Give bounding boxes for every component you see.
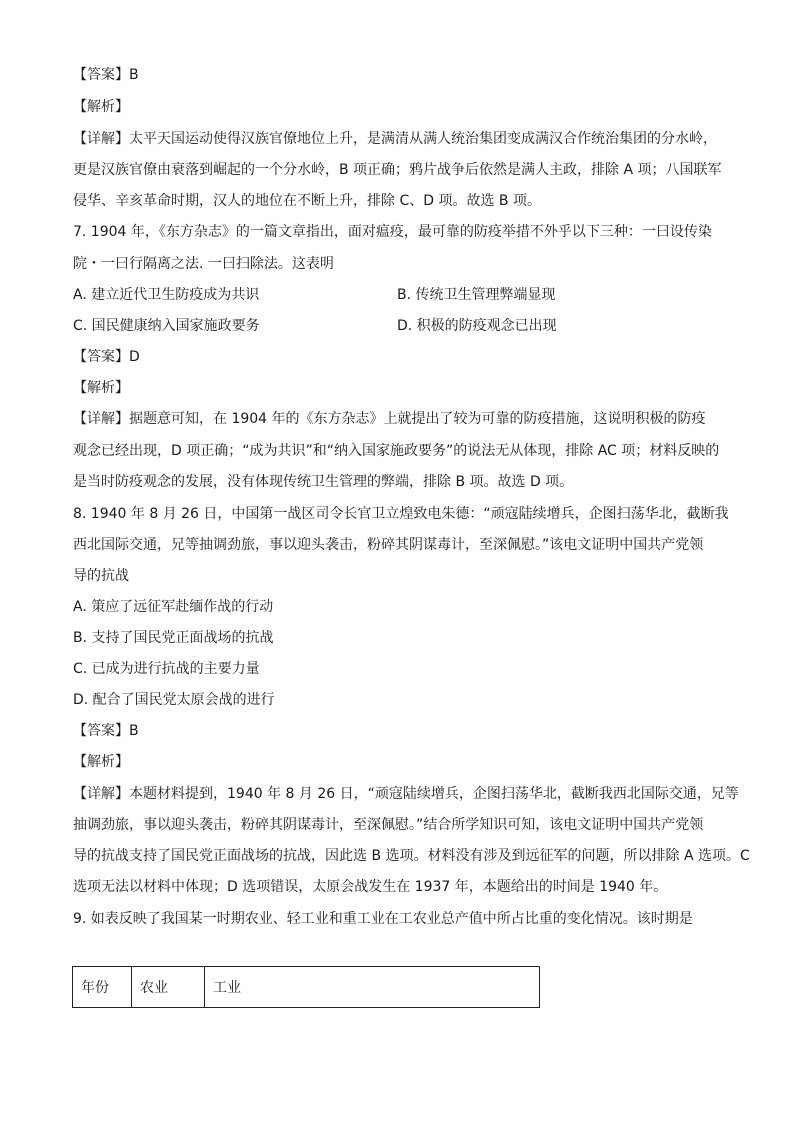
table-header-year: 年份	[73, 967, 132, 1008]
q8-answer: 【答案】B	[73, 723, 139, 739]
q8-option-b: B. 支持了国民党正面战场的抗战	[73, 630, 274, 646]
q8-stem-line: 8. 1940 年 8 月 26 日，中国第一战区司令长官卫立煌致电朱德：“顽寇陆续增兵，企图扫荡华北，截断我	[73, 506, 729, 522]
q8-detail-line: 导的抗战支持了国民党正面战场的抗战，因此选 B 选项。材料没有涉及到远征军的问题，所以排除 A 选项。C	[73, 848, 750, 864]
q7-detail-line: 【详解】据题意可知，在 1904 年的《东方杂志》上就提出了较为可靠的防疫措施，这说明积极的防疫	[73, 411, 706, 427]
q6-detail-line: 侵华、辛亥革命时期，汉人的地位在不断上升，排除 C、D 项。故选 B 项。	[73, 193, 541, 209]
q8-analysis: 【解析】	[73, 754, 129, 770]
q7-analysis: 【解析】	[73, 380, 129, 396]
q9-data-table	[72, 966, 540, 1008]
q6-answer: 【答案】B	[73, 67, 139, 83]
q8-detail-line: 【详解】本题材料提到，1940 年 8 月 26 日，“顽寇陆续增兵，企图扫荡华北，截断我西北国际交通，兄等	[73, 786, 739, 802]
q7-answer: 【答案】D	[73, 349, 140, 365]
q8-option-a: A. 策应了远征军赴缅作战的行动	[73, 599, 274, 615]
q6-analysis: 【解析】	[73, 99, 129, 115]
q7-option-b: B. 传统卫生管理弊端显现	[397, 287, 556, 303]
q7-detail-line: 观念已经出现，D 项正确；“成为共识”和“纳入国家施政要务”的说法无从体现，排除 AC 项；材料反映的	[73, 443, 720, 459]
q7-detail-line: 是当时防疫观念的发展，没有体现传统卫生管理的弊端，排除 B 项。故选 D 项。	[73, 474, 574, 490]
q7-stem-line: 7. 1904 年，《东方杂志》的一篇文章指出，面对瘟疫，最可靠的防疫举措不外乎以下三种：一曰设传染	[73, 224, 712, 240]
q6-detail-line: 【详解】太平天国运动使得汉族官僚地位上升，是满清从满人统治集团变成满汉合作统治集团的分水岭，	[73, 131, 717, 147]
q9-stem: 9. 如表反映了我国某一时期农业、轻工业和重工业在工农业总产值中所占比重的变化情况。该时期是	[73, 911, 693, 927]
q8-option-d: D. 配合了国民党太原会战的进行	[73, 692, 275, 708]
q8-detail-line: 抽调劲旅，事以迎头袭击，粉碎其阴谋毒计，至深佩慰。”结合所学知识可知，该电文证明中国共产党领	[73, 817, 704, 833]
table-header-industry: 工业	[205, 967, 540, 1008]
table-header-row	[73, 967, 540, 1008]
q6-detail-line: 更是汉族官僚由衰落到崛起的一个分水岭，B 项正确；鸦片战争后依然是满人主政，排除 A 项；八国联军	[73, 162, 722, 178]
q7-stem-line: 院・一曰行隔离之法. 一曰扫除法。这表明	[73, 256, 334, 272]
q7-option-a: A. 建立近代卫生防疫成为共识	[73, 287, 260, 303]
q8-detail-line: 选项无法以材料中体现；D 选项错误，太原会战发生在 1937 年，本题给出的时间是 1940 年。	[73, 879, 668, 895]
table-header-agriculture: 农业	[132, 967, 205, 1008]
q8-stem-line: 西北国际交通，兄等抽调劲旅，事以迎头袭击，粉碎其阴谋毒计，至深佩慰。”该电文证明中国共产党领	[73, 537, 704, 553]
q7-option-d: D. 积极的防疫观念已出现	[397, 318, 557, 334]
q8-stem-line: 导的抗战	[73, 568, 129, 584]
q7-option-c: C. 国民健康纳入国家施政要务	[73, 318, 260, 334]
q8-option-c: C. 已成为进行抗战的主要力量	[73, 661, 260, 677]
